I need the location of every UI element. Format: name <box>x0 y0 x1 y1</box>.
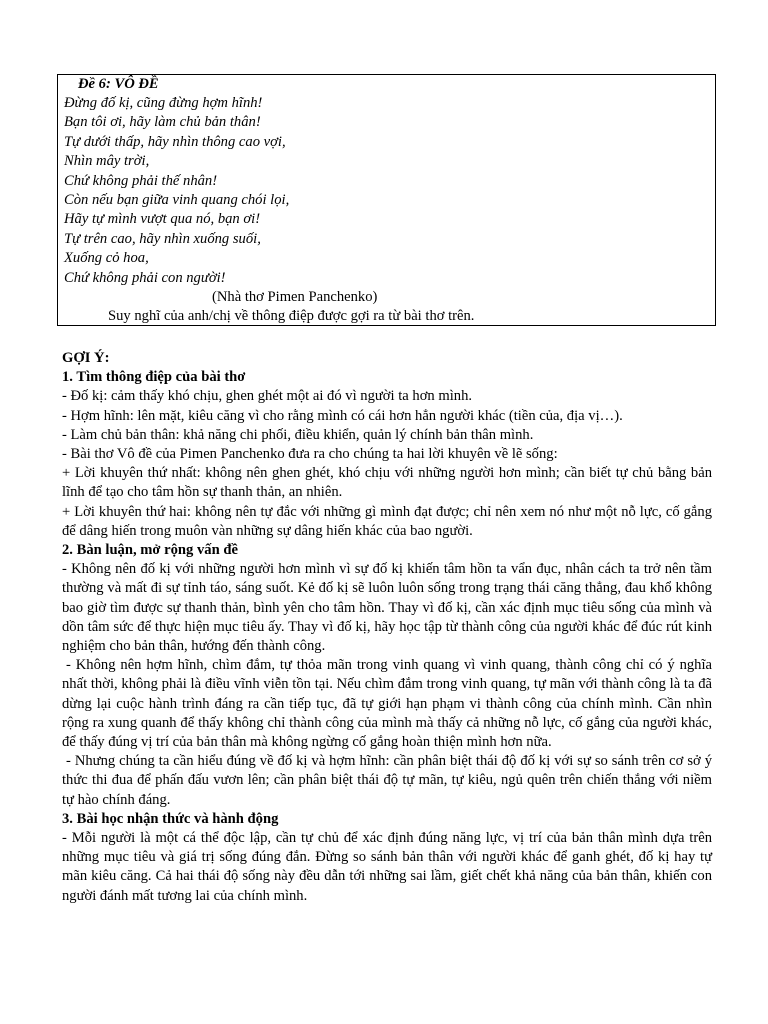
section-title: 1. Tìm thông điệp của bài thơ <box>62 369 246 386</box>
poem-line: Tự dưới thấp, hãy nhìn thông cao vợi, <box>64 133 286 150</box>
paragraph: - Làm chủ bản thân: khả năng chi phối, điều khiển, quản lý chính bản thân mình. <box>62 426 534 443</box>
exercise-title: Đề 6: VÔ ĐỀ <box>78 76 159 92</box>
paragraph: - Đố kị: cảm thấy khó chịu, ghen ghét một ai đó vì người ta hơn mình. <box>62 388 473 405</box>
paragraph: + Lời khuyên thứ nhất: không nên ghen ghét, khó chịu với những người hơn mình; cần biết tự chủ bằng bản lĩnh để tạo cho tâm hồn sự thanh thản, an nhiên. <box>62 465 712 501</box>
paragraph: - Không nên hợm hĩnh, chìm đắm, tự thỏa mãn trong vinh quang vì vinh quang, thành công chỉ có ý nghĩa nhất thời, không phải là điều vĩnh viễn tồn tại. Nếu chìm đắm trong vinh quang, tự mãn với thành công là ta đã dừng lại cuộc hành trình đáng ra cần tiếp tục, đã tự giới hạn phạm vi thành công của chính mình. Cần nhìn rộng ra xung quanh để thấy không chỉ thành công của mình mà thấy cả những nỗ lực, cố gắng của người khác, để thấy đúng vị trí của bản thân mà không ngừng cố gắng hoàn thiện mình hơn nữa. <box>62 657 712 751</box>
poem-line: Xuống cỏ hoa, <box>64 250 149 267</box>
poem-line: Còn nếu bạn giữa vinh quang chói lọi, <box>64 192 290 209</box>
poem-line: Nhìn mây trời, <box>64 153 150 170</box>
guide-content <box>62 349 712 906</box>
poem-line: Bạn tôi ơi, hãy làm chủ bản thân! <box>64 114 261 131</box>
section-title: 2. Bàn luận, mở rộng vấn đề <box>62 542 238 559</box>
poem-line: Chứ không phải thế nhân! <box>64 172 218 189</box>
guide-heading: GỢI Ý: <box>62 350 110 366</box>
exercise-box <box>57 74 716 326</box>
paragraph: - Bài thơ Vô đề của Pimen Panchenko đưa ra cho chúng ta hai lời khuyên về lẽ sống: <box>62 446 558 463</box>
poem-line: Hãy tự mình vượt qua nó, bạn ơi! <box>64 211 261 228</box>
poem-line: Tự trên cao, hãy nhìn xuống suối, <box>64 230 261 247</box>
poem-line: Đừng đố kị, cũng đừng hợm hĩnh! <box>64 95 263 111</box>
poem-line: Chứ không phải con người! <box>64 269 226 286</box>
paragraph: - Nhưng chúng ta cần hiểu đúng về đố kị và hợm hĩnh: cần phân biệt thái độ đố kị với sự so sánh trên cơ sở ý thức thi đua để phấn đấu vươn lên; cần phân biệt thái độ tự mãn, tự kiêu, ngủ quên trên chiến thắng với niềm tự hào chính đáng. <box>62 753 712 808</box>
exercise-prompt: Suy nghĩ của anh/chị về thông điệp được gợi ra từ bài thơ trên. <box>108 308 475 325</box>
paragraph: - Hợm hĩnh: lên mặt, kiêu căng vì cho rằng mình có cái hơn hẳn người khác (tiền của, địa vị…). <box>62 407 623 424</box>
section-title: 3. Bài học nhận thức và hành động <box>62 810 279 827</box>
paragraph: - Mỗi người là một cá thể độc lập, cần tự chủ để xác định đúng năng lực, vị trí của bản thân mình dựa trên những mục tiêu và giá trị sống đúng đắn. Đừng so sánh bản thân với người khác để ganh ghét, đố kị hay tự mãn kiêu căng. Cả hai thái độ sống này đều dẫn tới những sai lầm, giết chết khả năng của bản thân, khiến con người đánh mất tương lai của chính mình. <box>62 830 712 904</box>
poem-attribution: (Nhà thơ Pimen Panchenko) <box>212 289 378 306</box>
paragraph: - Không nên đố kị với những người hơn mình vì sự đố kị khiến tâm hồn ta vẩn đục, nhân cách ta trở nên tầm thường và mất đi sự tỉnh táo, sáng suốt. Kẻ đố kị sẽ luôn luôn sống trong trạng thái căng thẳng, đau khổ không bao giờ tìm được sự thanh thản, bình yên cho tâm hồn. Thay vì đố kị, cần xác định mục tiêu sống của mình và dồn tâm sức để thực hiện mục tiêu ấy. Thay vì đố kị, hãy học tập từ thành công của người khác để đúc rút kinh nghiệm cho bản thân, hướng đến thành công. <box>62 561 712 655</box>
paragraph: + Lời khuyên thứ hai: không nên tự đắc với những gì mình đạt được; chỉ nên xem nó như một nỗ lực, cố gắng để dâng hiến trong muôn vàn những sự dâng hiến khác của bao người. <box>62 503 712 539</box>
